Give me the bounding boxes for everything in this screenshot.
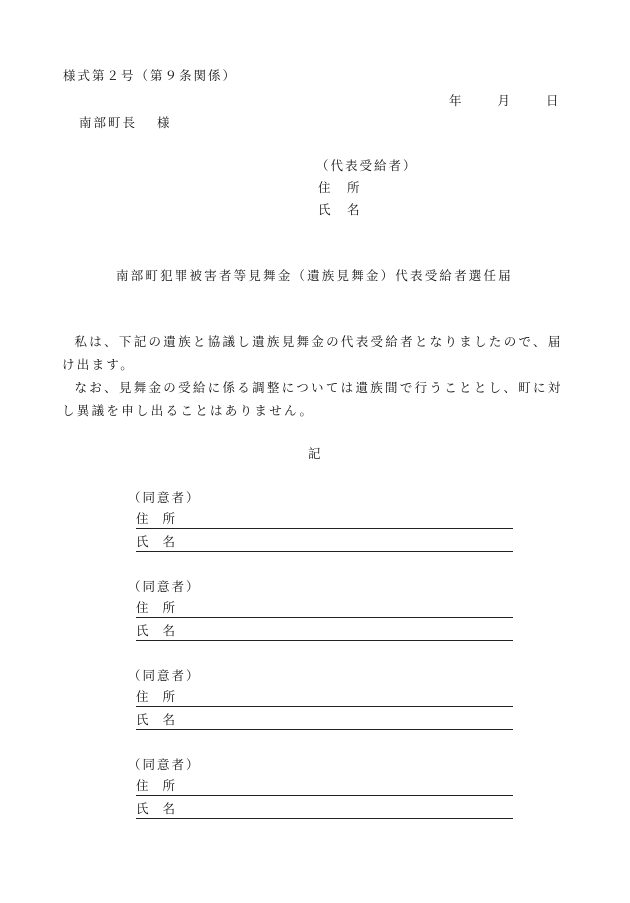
consenter-heading: （同意者）	[128, 668, 201, 683]
consenter-name-label: 氏名	[136, 801, 190, 816]
consenter-name-field[interactable]	[136, 618, 513, 641]
consenter-address-label: 住所	[136, 511, 190, 526]
date-month: 月	[497, 93, 513, 108]
consenter-address-field[interactable]	[136, 773, 513, 796]
consenter-address-field[interactable]	[136, 684, 513, 707]
addressee	[79, 113, 172, 131]
consenter-heading: （同意者）	[128, 490, 201, 505]
consenter-block-3	[128, 666, 513, 730]
document-title: 南部町犯罪被害者等見舞金（遺族見舞金）代表受給者選任届	[116, 268, 513, 283]
consenter-block-1	[128, 488, 513, 552]
addressee-honorific: 様	[157, 115, 172, 130]
date-line	[449, 91, 561, 109]
consenter-address-field[interactable]	[136, 595, 513, 618]
consenter-block-4	[128, 755, 513, 819]
date-year: 年	[449, 93, 464, 108]
consenter-name-label: 氏名	[136, 712, 190, 727]
body-paragraph-2: なお、見舞金の受給に係る調整については遺族間で行うこととし、町に対し異議を申し出ることはありません。	[62, 380, 563, 418]
body-text	[62, 330, 572, 422]
consenter-heading: （同意者）	[128, 757, 201, 772]
consenter-address-label: 住所	[136, 600, 190, 615]
consenter-name-field[interactable]	[136, 796, 513, 819]
consenter-address-label: 住所	[136, 689, 190, 704]
form-number: 様式第２号（第９条関係）	[63, 68, 238, 83]
consenter-address-field[interactable]	[136, 506, 513, 529]
body-paragraph-1: 私は、下記の遺族と協議し遺族見舞金の代表受給者となりましたので、届け出ます。	[62, 334, 563, 372]
representative-heading: （代表受給者）	[316, 158, 418, 173]
representative-address-label: 住 所	[318, 180, 362, 195]
consenter-block-2	[128, 577, 513, 641]
consenter-name-field[interactable]	[136, 529, 513, 552]
date-day: 日	[546, 93, 561, 108]
representative-block	[316, 155, 418, 221]
addressee-name: 南部町長	[79, 115, 138, 130]
ki-heading: 記	[308, 446, 323, 461]
consenter-address-label: 住所	[136, 778, 190, 793]
consenter-name-field[interactable]	[136, 707, 513, 730]
representative-name-label: 氏 名	[318, 202, 362, 217]
consenter-name-label: 氏名	[136, 534, 190, 549]
consenter-heading: （同意者）	[128, 579, 201, 594]
consenter-name-label: 氏名	[136, 623, 190, 638]
